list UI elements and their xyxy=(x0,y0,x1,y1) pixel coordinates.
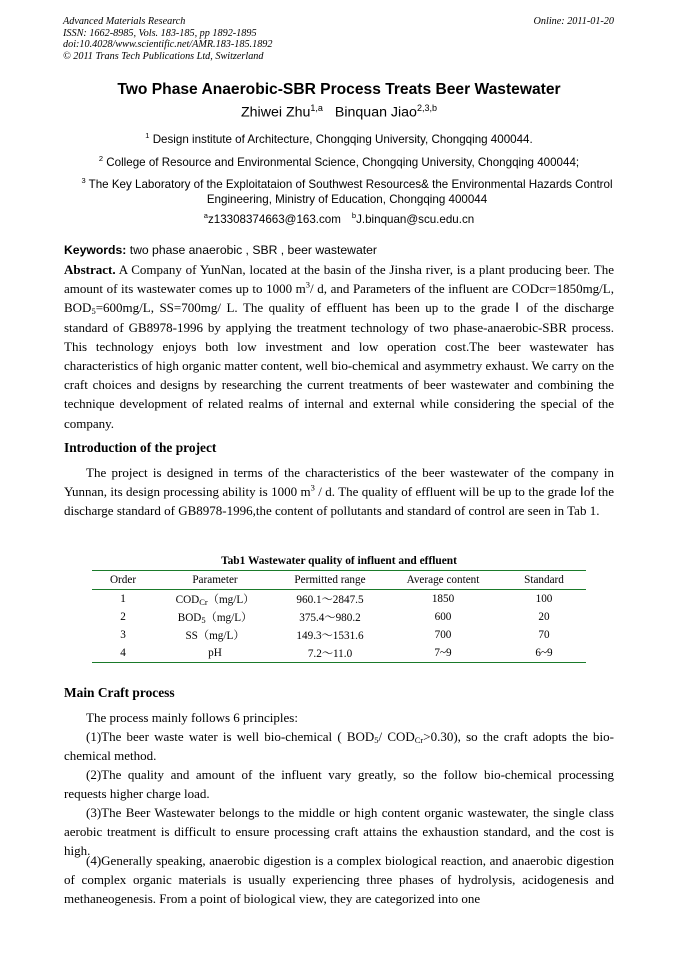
cell-order: 3 xyxy=(120,629,126,641)
author-name: Zhiwei Zhu xyxy=(241,104,311,121)
author-sup: 2,3,b xyxy=(416,103,437,113)
table-caption: Tab1 Wastewater quality of influent and effluent xyxy=(221,555,457,567)
cell-average: 7~9 xyxy=(434,647,452,659)
intro-paragraph xyxy=(64,463,614,521)
doi-line: doi:10.4028/www.scientific.net/AMR.183-185.1892 xyxy=(63,39,273,50)
cell-average: 600 xyxy=(434,611,452,623)
abstract xyxy=(64,260,614,433)
author-name: Binquan Jiao xyxy=(334,104,417,121)
abstract-text: A Company of YunNan, located at the basin of the Jinsha river, is a plant producing beer. The amount of its wastewater comes up to 1000 m xyxy=(64,262,614,297)
cell-order: 4 xyxy=(120,647,126,659)
intro-text: / d. The quality of effluent will be up to the grade Ⅰof the discharge standard of GB8978-1996,the content of pollutants and standard of control are seen in Tab 1. xyxy=(64,484,614,519)
journal-name: Advanced Materials Research xyxy=(63,16,186,27)
online-date: Online: 2011-01-20 xyxy=(533,16,614,27)
quality-table xyxy=(92,570,586,663)
cell-range: 375.4～980.2 xyxy=(299,612,361,624)
principle-2: (2)The quality and amount of the influent vary greatly, so the follow bio-chemical processing requests higher charge load. xyxy=(64,767,614,802)
column-header: Order xyxy=(109,574,137,586)
cell-average: 1850 xyxy=(431,593,455,605)
paper-title: Two Phase Anaerobic-SBR Process Treats Beer Wastewater xyxy=(117,81,561,98)
author-line xyxy=(0,103,678,121)
table-row xyxy=(92,626,586,644)
affiliation-3 xyxy=(70,173,624,208)
affiliation-text: College of Resource and Environmental Science, Chongqing University, Chongqing 400044; xyxy=(106,155,580,169)
table-row xyxy=(92,644,586,663)
email-a[interactable]: z13308374663@163.com xyxy=(207,212,341,226)
column-header: Permitted range xyxy=(294,574,366,586)
craft-intro: The process mainly follows 6 principles: xyxy=(86,710,298,725)
journal-header xyxy=(63,16,272,62)
column-header: Standard xyxy=(524,574,564,586)
cell-order: 1 xyxy=(120,593,126,605)
principle-3: (3)The Beer Wastewater belongs to the middle or high content organic wastewater, the single class aerobic treatment is difficult to ensure processing craft attains the exhaustion standard, and the cost is high. xyxy=(64,805,614,859)
cell-average: 700 xyxy=(434,629,452,641)
affiliation-1 xyxy=(0,128,678,147)
email-sup: b xyxy=(351,211,357,220)
column-header: Average content xyxy=(406,574,480,586)
cell-parameter: $BOD_5(mg/L)$ xyxy=(177,612,253,625)
cell-standard: 100 xyxy=(535,593,553,605)
table-row xyxy=(92,590,586,609)
email-b[interactable]: J.binquan@scu.edu.cn xyxy=(356,212,475,226)
affiliation-text: Design institute of Architecture, Chongqing University, Chongqing 400044. xyxy=(152,132,533,146)
affiliation-num: 1 xyxy=(145,131,150,140)
superscript: 3 xyxy=(310,482,315,493)
table-header-row xyxy=(92,571,586,590)
keywords xyxy=(64,243,377,257)
email-line xyxy=(0,208,678,227)
cell-standard: 6~9 xyxy=(535,647,553,659)
affiliation-2 xyxy=(0,151,678,170)
cell-parameter: $COD_{Cr}(mg/L)$ xyxy=(175,594,255,607)
subscript: Cr xyxy=(414,735,424,745)
cell-range: 149.3～1531.6 xyxy=(296,630,364,642)
principle-text: (1)The beer waste water is well bio-chemical ( BOD xyxy=(86,729,375,744)
subscript: 5 xyxy=(374,735,379,745)
abstract-label: Abstract. xyxy=(64,262,116,277)
cell-range: 960.1～2847.5 xyxy=(296,594,364,606)
affiliation-text: Engineering, Ministry of Education, Chongqing 400044 xyxy=(206,193,488,207)
cell-standard: 70 xyxy=(538,629,550,641)
affiliation-text: The Key Laboratory of the Exploitataion of Southwest Resources& the Environmental Hazards Control xyxy=(88,177,613,191)
section-heading-intro: Introduction of the project xyxy=(64,440,217,455)
cell-parameter: SS（mg/L） xyxy=(185,630,245,642)
cell-order: 2 xyxy=(120,611,126,623)
superscript: 3 xyxy=(305,279,311,290)
affiliation-num: 2 xyxy=(98,154,104,163)
email-sup: a xyxy=(203,211,208,220)
column-header: Parameter xyxy=(192,574,238,586)
subscript: 5 xyxy=(91,306,96,317)
section-heading-craft: Main Craft process xyxy=(64,685,175,700)
author-sup: 1,a xyxy=(310,103,323,113)
issn-line: ISSN: 1662-8985, Vols. 183-185, pp 1892-1895 xyxy=(63,27,257,39)
abstract-text: =600mg/L, SS=700mg/ L. The quality of effluent has been up to the grade Ⅰ of the discharge standard of GB8978-1996 by applying the treatment technology of two phase-anaerobic-SBR process. This technology enjoys both low investment and low operation cost.The beer wastewater has characteristics of high organic matter content, well bio-chemical and asymmetry exhaust. We carry on the craft choices and designs by researching the current treatments of beer wastewater and combining the technique development of related realms of internal and external while considering the special of the company. xyxy=(64,300,614,431)
table-row xyxy=(92,608,586,626)
affiliation-num: 3 xyxy=(81,176,86,185)
copyright-line: © 2011 Trans Tech Publications Ltd, Switzerland xyxy=(63,50,264,62)
cell-parameter: pH xyxy=(208,647,222,659)
principle-text: >0.30), so the craft adopts the bio-chemical method. xyxy=(64,729,614,764)
cell-range: 7.2～11.0 xyxy=(307,648,353,660)
keywords-text: two phase anaerobic , SBR , beer wastewater xyxy=(129,243,377,257)
intro-text: The project is designed in terms of the characteristics of the beer wastewater of the company in Yunnan, its design processing ability is 1000 m xyxy=(64,465,614,500)
principle-1 xyxy=(64,727,614,765)
cell-standard: 20 xyxy=(538,611,550,623)
principle-text: / COD xyxy=(378,729,415,744)
abstract-text: / d, and Parameters of the influent are CODcr=1850mg/L, BOD xyxy=(64,281,614,316)
keywords-label: Keywords: xyxy=(64,243,127,257)
principle-4: (4)Generally speaking, anaerobic digestion is a complex biological reaction, and anaerobic digestion of complex organic materials is usually experiencing three phases of hydrolysis, acidogenesis and methaneogenesis. From a point of biological view, they are categorized into one xyxy=(64,853,614,907)
